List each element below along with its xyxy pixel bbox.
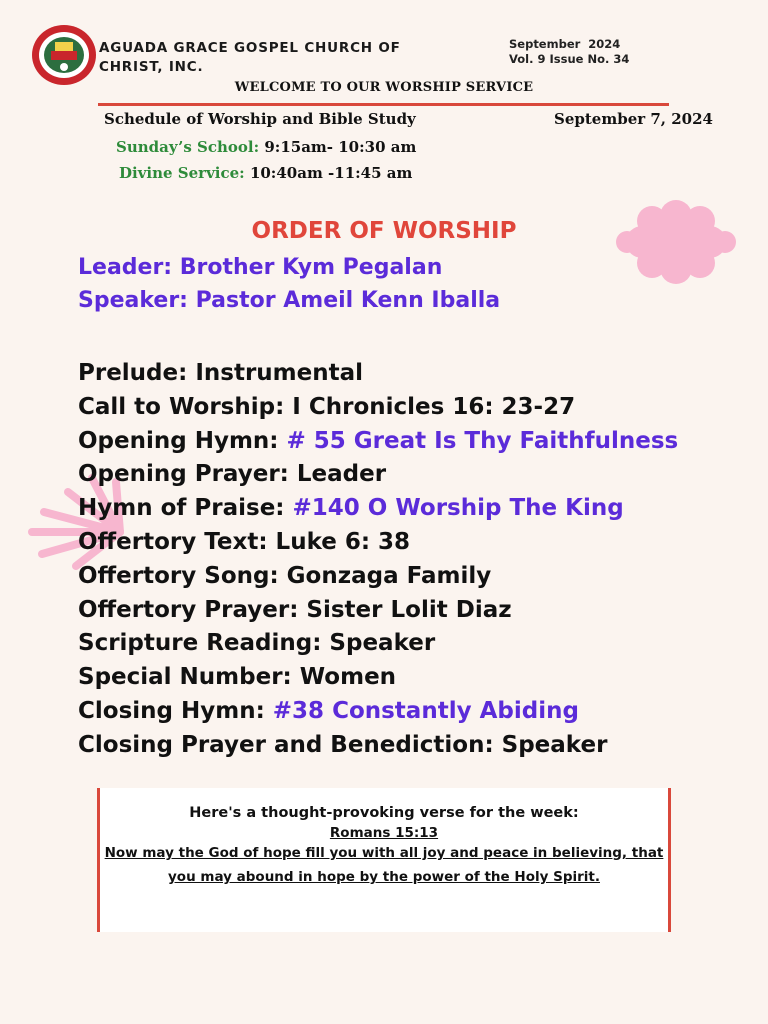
order-item-label: Closing Prayer and Benediction: Speaker <box>78 731 608 758</box>
header-divider <box>98 103 669 106</box>
issue-month: September 2024 <box>509 37 621 51</box>
order-item <box>78 627 678 661</box>
schedule-divine-service <box>119 164 412 182</box>
order-item <box>78 526 678 560</box>
order-item <box>78 560 678 594</box>
order-item <box>78 661 678 695</box>
verse-reference: Romans 15:13 <box>329 825 439 841</box>
speaker-line: Speaker: Pastor Ameil Kenn Iballa <box>78 288 501 313</box>
schedule-time: 10:40am -11:45 am <box>249 164 413 182</box>
church-name: AGUADA GRACE GOSPEL CHURCH OF CHRIST, INC. <box>99 40 401 75</box>
order-item-label: Hymn of Praise: <box>78 495 293 522</box>
verse-text: Now may the God of hope fill you with all joy and peace in believing, that you may abound in hope by the power of the Holy Spirit. <box>104 845 664 885</box>
order-item <box>78 594 678 628</box>
order-item-label: Prelude: Instrumental <box>78 360 363 386</box>
order-item-label: Opening Hymn: <box>78 427 287 454</box>
issue-number: Vol. 9 Issue No. 34 <box>509 52 630 66</box>
schedule-date: September 7, 2024 <box>554 110 713 128</box>
schedule-label: Divine Service: <box>119 164 245 182</box>
church-logo <box>31 24 97 86</box>
schedule-time: 9:15am- 10:30 am <box>264 138 417 156</box>
order-item <box>78 729 678 763</box>
leader-line: Leader: Brother Kym Pegalan <box>78 255 443 280</box>
hymn-title: # 55 Great Is Thy Faithfulness <box>286 427 679 454</box>
order-item-label: Offertory Text: Luke 6: 38 <box>78 528 411 555</box>
order-item <box>78 425 678 459</box>
order-item-label: Scripture Reading: Speaker <box>78 630 436 657</box>
order-title: ORDER OF WORSHIP <box>251 218 517 244</box>
order-item <box>78 695 678 729</box>
order-item-label: Offertory Prayer: Sister Lolit Diaz <box>78 596 512 623</box>
schedule-title: Schedule of Worship and Bible Study <box>104 110 416 128</box>
verse-box <box>97 788 671 932</box>
order-item <box>78 391 678 425</box>
order-list <box>78 357 678 763</box>
schedule-label: Sunday’s School: <box>116 138 260 156</box>
schedule-sunday-school <box>116 138 416 156</box>
issue-info <box>509 37 629 67</box>
order-item-label: Offertory Song: Gonzaga Family <box>78 562 492 589</box>
verse-intro: Here's a thought-provoking verse for the week: <box>189 805 579 821</box>
order-item-label: Call to Worship: I Chronicles 16: 23-27 <box>78 393 576 420</box>
order-item-label: Special Number: Women <box>78 664 397 691</box>
order-item-label: Opening Prayer: Leader <box>78 461 387 488</box>
hymn-title: #38 Constantly Abiding <box>272 697 579 724</box>
order-item <box>78 492 678 526</box>
hymn-title: #140 O Worship The King <box>292 495 624 522</box>
order-item <box>78 458 678 492</box>
order-item <box>78 357 678 391</box>
welcome-heading: WELCOME TO OUR WORSHIP SERVICE <box>234 80 534 95</box>
order-item-label: Closing Hymn: <box>78 697 273 724</box>
